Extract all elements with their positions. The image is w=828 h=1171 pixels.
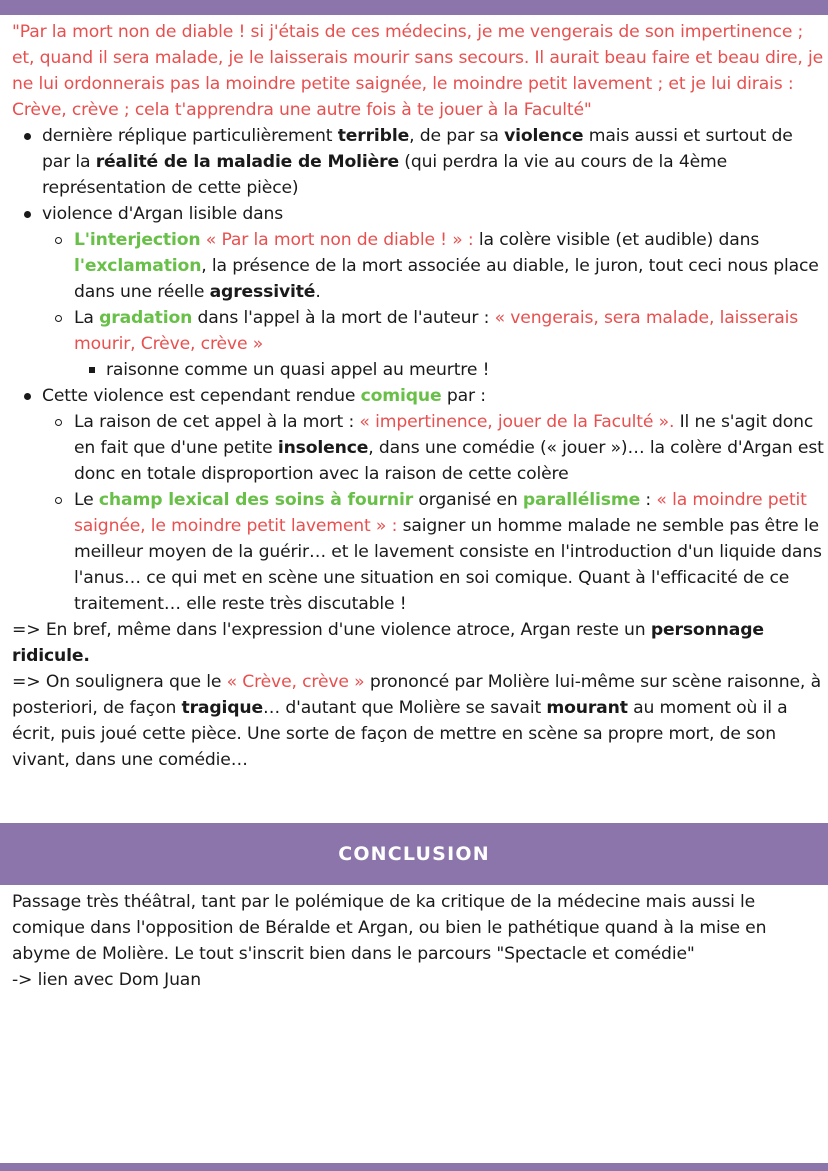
conclusion-text: Passage très théâtral, tant par le polémique de ka critique de la médecine mais aussi le comique dans l'opposition de Béralde et Argan, ou bien le pathétique quand à la mise en abyme de Molière. Le tout s'inscrit bien dans le parcours "Spectacle et comédie" [12,892,767,964]
list-item-interjection: L'interjection « Par la mort non de diable ! » : la colère visible (et audible) dans l'exclamation, la présence de la mort associée au diable, le juron, tout ceci nous place dans une réelle agressivité. [42,227,824,305]
top-accent-bar [0,0,828,15]
list-item-terrible: dernière réplique particulièrement terrible, de par sa violence mais aussi et surtout de par la réalité de la maladie de Molière (qui perdra la vie au cours de la 4ème représentation de cette pièce) [12,123,824,201]
sublist-gradation [74,357,824,383]
summary-tragique: => On soulignera que le « Crève, crève » prononcé par Molière lui-même sur scène raisonne, à posteriori, de façon tragique… d'autant que Molière se savait mourant au moment où il a écrit, puis joué cette pièce. Une sorte de façon de mettre en scène sa propre mort, de son vivant, dans une comédie… [12,672,821,770]
list-item-raison: La raison de cet appel à la mort : « impertinence, jouer de la Faculté ». Il ne s'agit donc en fait que d'une petite insolence, dans une comédie (« jouer »)… la colère d'Argan est donc en totale disproportion avec la raison de cette colère [42,409,824,487]
analysis-section [12,19,824,773]
conclusion-banner: CONCLUSION [0,823,828,885]
sublist-comique [42,409,824,617]
list-item-champ-lexical: Le champ lexical des soins à fournir organisé en parallélisme : « la moindre petit saignée, le moindre petit lavement » : saigner un homme malade ne semble pas être le meilleur moyen de la guérir… et le lavement consiste en l'introduction d'un liquide dans l'anus… ce qui met en scène une situation en soi comique. Quant à l'efficacité de ce traitement… elle reste très discutable ! [42,487,824,617]
list-item-violence: violence d'Argan lisible dans L'interjection « Par la mort non de diable ! » : la colère visible (et audible) dans l'exclamation, la présence de la mort associée au diable, le juron, tout ceci nous place dans une réelle agressivité. La gradation dans l'appel à la mort de l'auteur : « vengerais, sera malade, laisserais mourir, Crève, crève » raisonne comme un quasi appel au meurtre ! [12,201,824,383]
list-item-gradation: La gradation dans l'appel à la mort de l'auteur : « vengerais, sera malade, laisserais mourir, Crève, crève » raisonne comme un quasi appel au meurtre ! [42,305,824,383]
sublist-violence [42,227,824,383]
bottom-accent-bar [0,1163,828,1171]
conclusion-section [12,889,824,993]
conclusion-link: -> lien avec Dom Juan [12,970,201,990]
summary-ridicule: => En bref, même dans l'expression d'une violence atroce, Argan reste un personnage ridicule. [12,620,764,666]
list-item-comique: Cette violence est cependant rendue comique par : La raison de cet appel à la mort : « impertinence, jouer de la Faculté ». Il ne s'agit donc en fait que d'une petite insolence, dans une comédie (« jouer »)… la colère d'Argan est donc en totale disproportion avec la raison de cette colère Le champ lexical des soins à fournir organisé en parallélisme : « la moindre petit saignée, le moindre petit lavement » : saigner un homme malade ne semble pas être le meilleur moyen de la guérir… et le lavement consiste en l'introduction d'un liquide dans l'anus… ce qui met en scène une situation en soi comique. Quant à l'efficacité de ce traitement… elle reste très discutable ! [12,383,824,617]
quote-paragraph: "Par la mort non de diable ! si j'étais de ces médecins, je me vengerais de son impertinence ; et, quand il sera malade, je le laisserais mourir sans secours. Il aurait beau faire et beau dire, je ne lui ordonnerais pas la moindre petite saignée, le moindre petit lavement ; et je lui dirais : Crève, crève ; cela t'apprendra une autre fois à te jouer à la Faculté" [12,22,824,120]
list-item-meurtre: raisonne comme un quasi appel au meurtre ! [74,357,824,383]
analysis-list [12,123,824,617]
